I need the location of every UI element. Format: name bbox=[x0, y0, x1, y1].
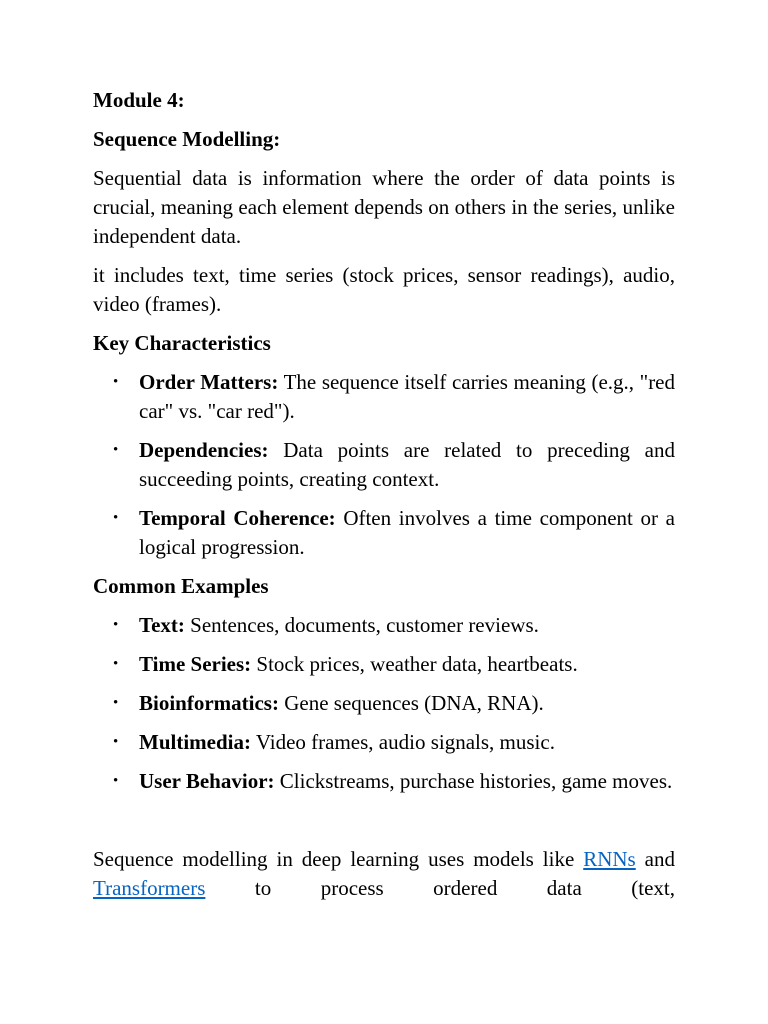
list-item bbox=[93, 728, 675, 757]
list-item-term: Text: bbox=[139, 613, 185, 637]
list-item-term: Time Series: bbox=[139, 652, 252, 676]
list-item-term: User Behavior: bbox=[139, 769, 275, 793]
closing-text: to process ordered data (text, bbox=[254, 876, 676, 900]
intro-paragraph: it includes text, time series (stock prices, sensor readings), audio, video (frames). bbox=[93, 263, 675, 316]
list-item-text: Stock prices, weather data, heartbeats. bbox=[256, 652, 578, 676]
list-item-text: Gene sequences (DNA, RNA). bbox=[284, 691, 544, 715]
key-characteristics-heading: Key Characteristics bbox=[93, 331, 271, 355]
list-item bbox=[93, 368, 675, 426]
list-item-term: Multimedia: bbox=[139, 730, 251, 754]
list-item-term: Bioinformatics: bbox=[139, 691, 279, 715]
spacer bbox=[93, 806, 675, 845]
bullet-icon: • bbox=[113, 734, 119, 750]
list-item-term: Order Matters: bbox=[139, 370, 279, 394]
list-item bbox=[93, 689, 675, 718]
module-title: Module 4: bbox=[93, 88, 185, 112]
list-item bbox=[93, 611, 675, 640]
list-item-text: Often involves a time component or a logical progression. bbox=[139, 506, 676, 559]
common-examples-heading: Common Examples bbox=[93, 574, 269, 598]
closing-text: Sequence modelling in deep learning uses models like bbox=[93, 847, 575, 871]
list-item-term: Temporal Coherence: bbox=[139, 506, 336, 530]
bullet-icon: • bbox=[113, 374, 119, 390]
list-item-text: The sequence itself carries meaning (e.g., "red car" vs. "car red"). bbox=[139, 370, 676, 423]
bullet-icon: • bbox=[113, 656, 119, 672]
list-item-text: Data points are related to preceding and succeeding points, creating context. bbox=[139, 438, 676, 491]
list-item bbox=[93, 436, 675, 494]
closing-text: and bbox=[644, 847, 675, 871]
bullet-icon: • bbox=[113, 695, 119, 711]
key-characteristics-list bbox=[93, 368, 675, 562]
list-item-text: Video frames, audio signals, music. bbox=[255, 730, 555, 754]
bullet-icon: • bbox=[113, 442, 119, 458]
document-content bbox=[93, 86, 675, 903]
transformers-link[interactable]: Transformers bbox=[93, 876, 206, 900]
list-item-text: Sentences, documents, customer reviews. bbox=[190, 613, 539, 637]
rnns-link[interactable]: RNNs bbox=[583, 847, 636, 871]
bullet-icon: • bbox=[113, 617, 119, 633]
closing-paragraph bbox=[93, 845, 675, 903]
list-item-text: Clickstreams, purchase histories, game moves. bbox=[279, 769, 673, 793]
list-item bbox=[93, 504, 675, 562]
section-title: Sequence Modelling: bbox=[93, 127, 281, 151]
intro-paragraph: Sequential data is information where the order of data points is crucial, meaning each element depends on others in the series, unlike independent data. bbox=[93, 166, 675, 248]
list-item bbox=[93, 650, 675, 679]
list-item bbox=[93, 767, 675, 796]
bullet-icon: • bbox=[113, 773, 119, 789]
common-examples-list bbox=[93, 611, 675, 796]
list-item-term: Dependencies: bbox=[139, 438, 269, 462]
bullet-icon: • bbox=[113, 510, 119, 526]
